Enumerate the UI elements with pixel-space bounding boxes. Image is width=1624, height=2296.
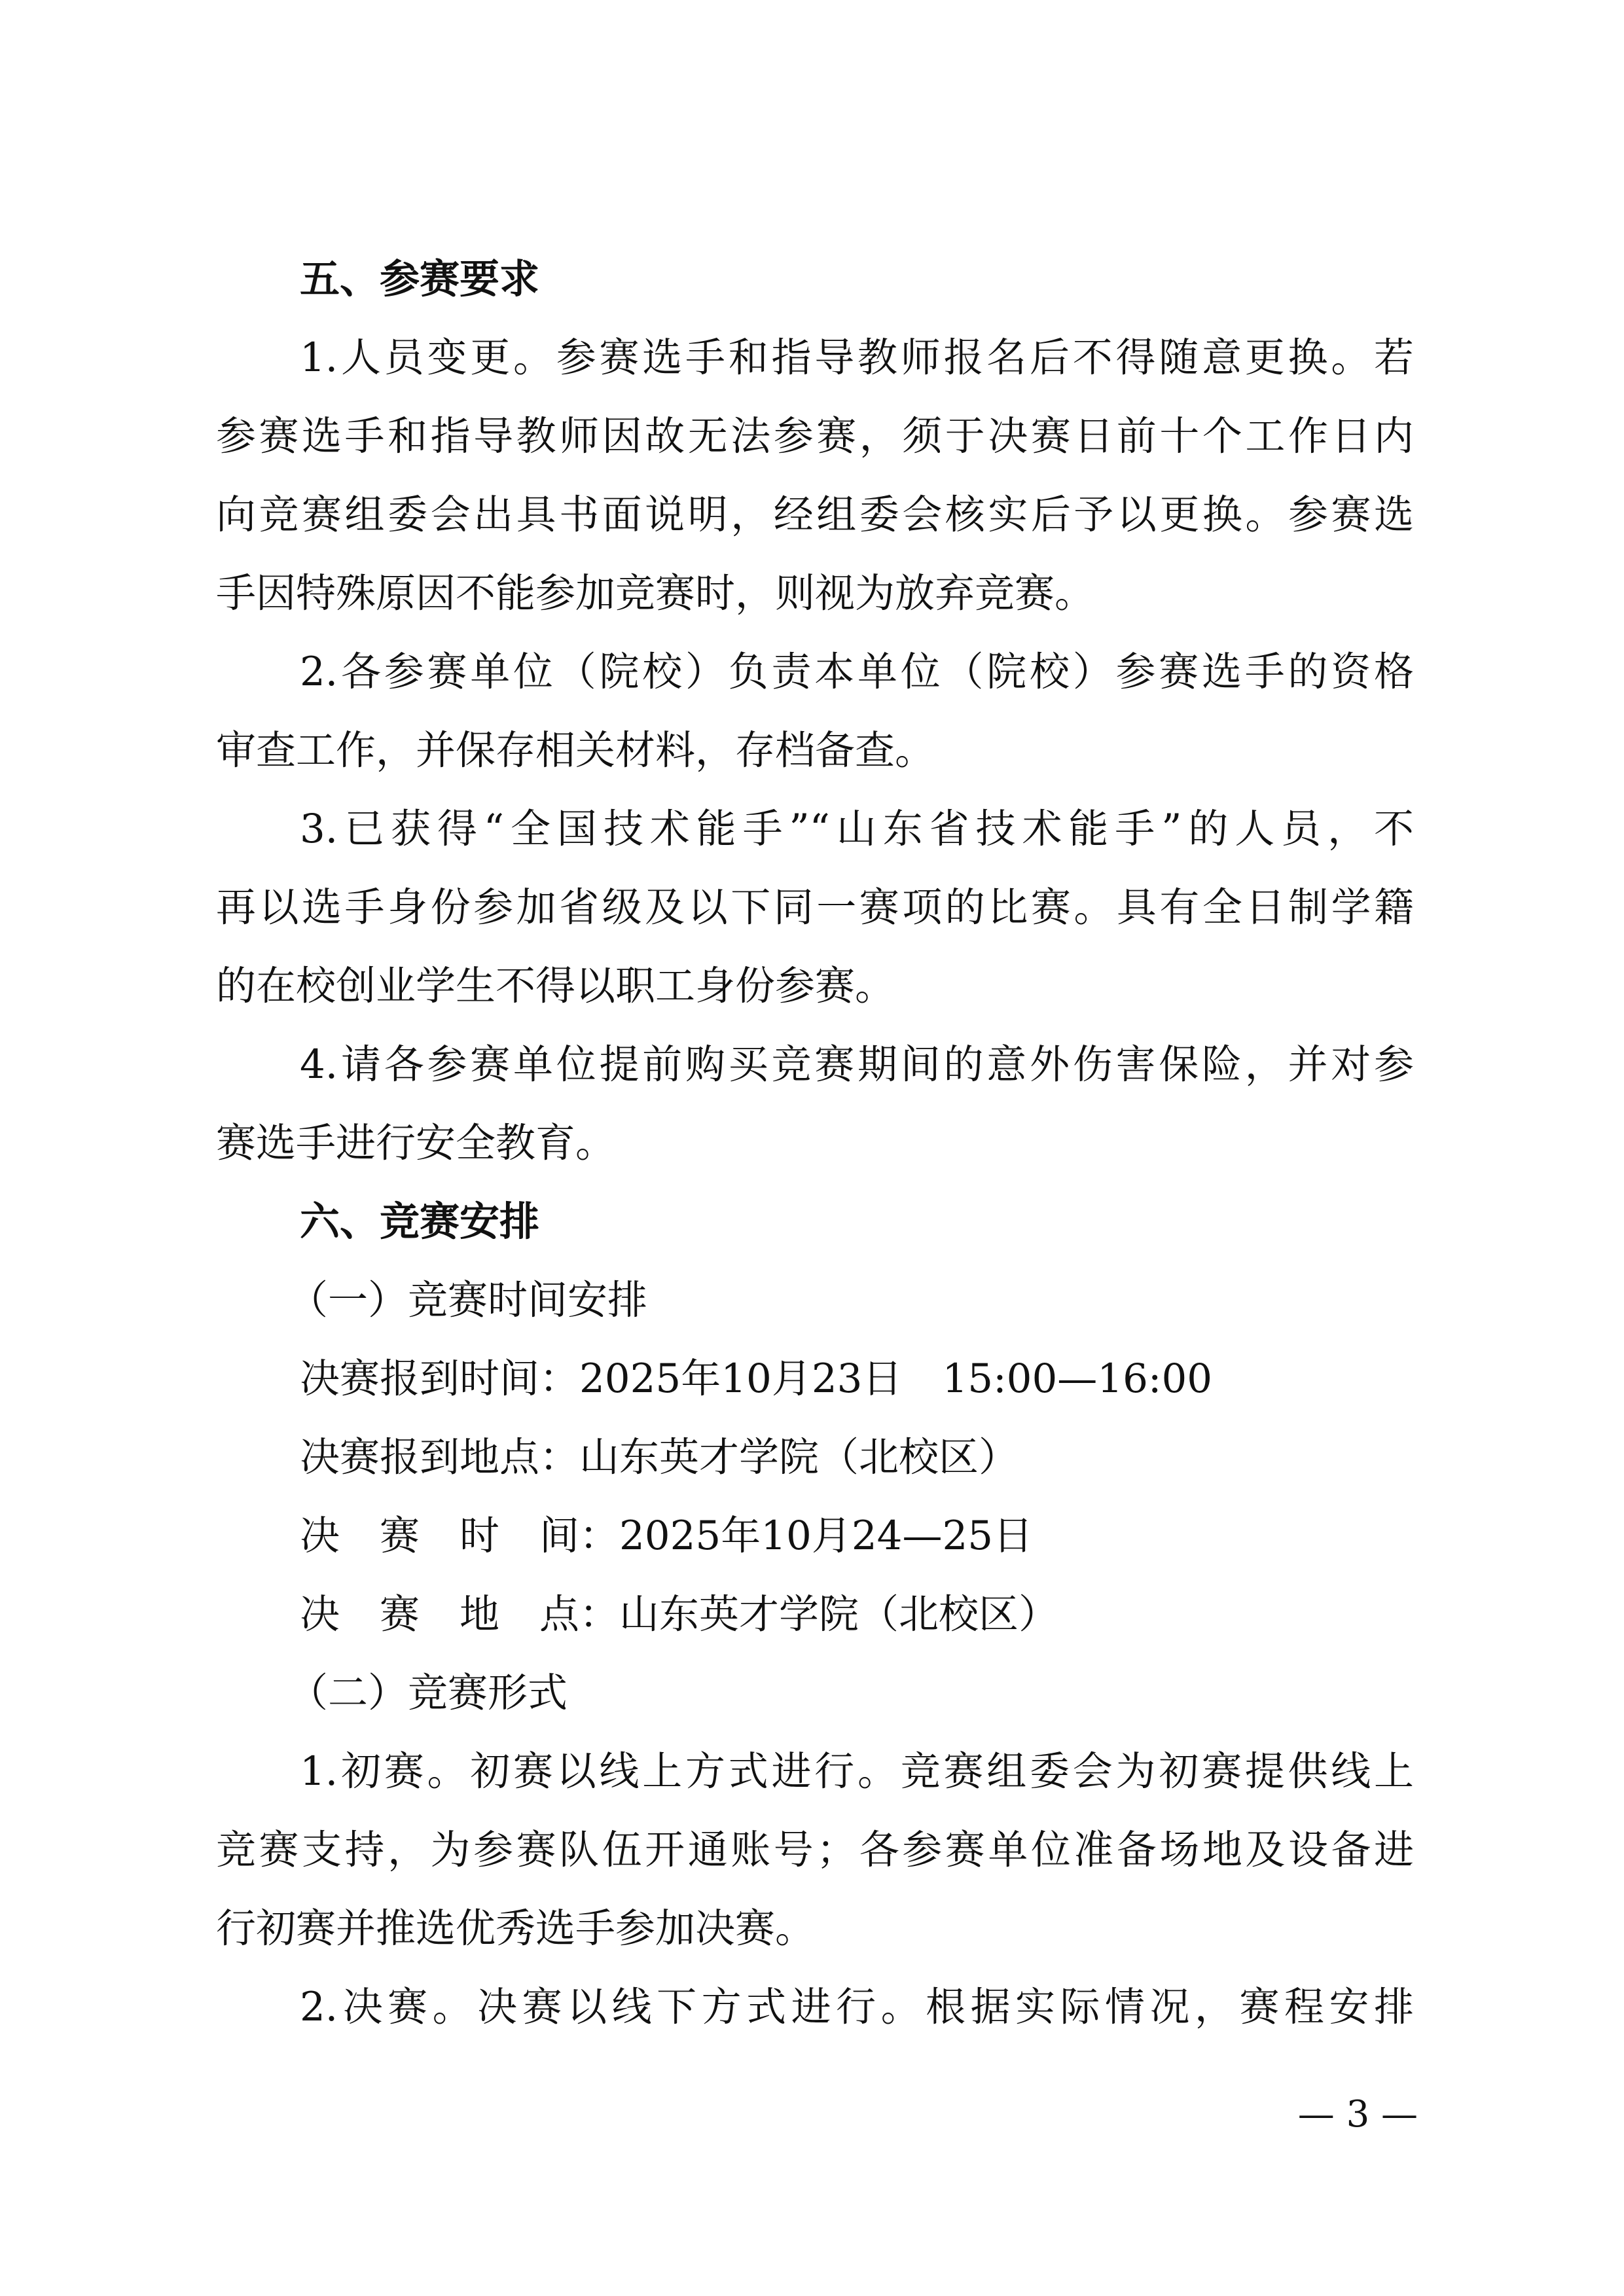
paragraph-line: 向竞赛组委会出具书面说明，经组委会核实后予以更换。参赛选	[216, 492, 1414, 538]
schedule-line: 决赛报到地点：山东英才学院（北校区）	[300, 1434, 1019, 1480]
paragraph-line: 竞赛支持，为参赛队伍开通账号；各参赛单位准备场地及设备进	[216, 1827, 1414, 1873]
subsection-title: （二）竞赛形式	[288, 1670, 568, 1716]
paragraph-line: 赛选手进行安全教育。	[216, 1120, 616, 1166]
paragraph-line: 4.请各参赛单位提前购买竞赛期间的意外伤害保险，并对参	[300, 1041, 1414, 1088]
paragraph-line: 参赛选手和指导教师因故无法参赛，须于决赛日前十个工作日内	[216, 413, 1414, 459]
paragraph-line: 2.各参赛单位（院校）负责本单位（院校）参赛选手的资格	[300, 649, 1414, 695]
paragraph-line: 1.初赛。初赛以线上方式进行。竞赛组委会为初赛提供线上	[300, 1748, 1414, 1795]
schedule-line: 决赛报到时间：2025年10月23日 15:00—16:00	[300, 1355, 1213, 1402]
paragraph-line: 手因特殊原因不能参加竞赛时，则视为放弃竞赛。	[216, 570, 1095, 617]
schedule-line: 决 赛 时 间：2025年10月24—25日	[300, 1513, 1034, 1559]
paragraph-line: 行初赛并推选优秀选手参加决赛。	[216, 1905, 816, 1952]
paragraph-line: 1.人员变更。参赛选手和指导教师报名后不得随意更换。若	[300, 334, 1414, 381]
paragraph-line: 2.决赛。决赛以线下方式进行。根据实际情况，赛程安排	[300, 1984, 1414, 2030]
paragraph-line: 的在校创业学生不得以职工身份参赛。	[216, 963, 895, 1009]
paragraph-line: 3.已获得“全国技术能手”“山东省技术能手”的人员，不	[300, 806, 1414, 852]
subsection-title: （一）竞赛时间安排	[288, 1277, 648, 1323]
page-number: — 3 —	[1297, 2093, 1418, 2136]
paragraph-line: 审查工作，并保存相关材料，存档备查。	[216, 727, 935, 774]
paragraph-line: 再以选手身份参加省级及以下同一赛项的比赛。具有全日制学籍	[216, 884, 1414, 931]
section-5-title: 五、参赛要求	[300, 256, 540, 302]
section-6-title: 六、竞赛安排	[300, 1198, 540, 1245]
schedule-line: 决 赛 地 点：山东英才学院（北校区）	[300, 1591, 1059, 1638]
